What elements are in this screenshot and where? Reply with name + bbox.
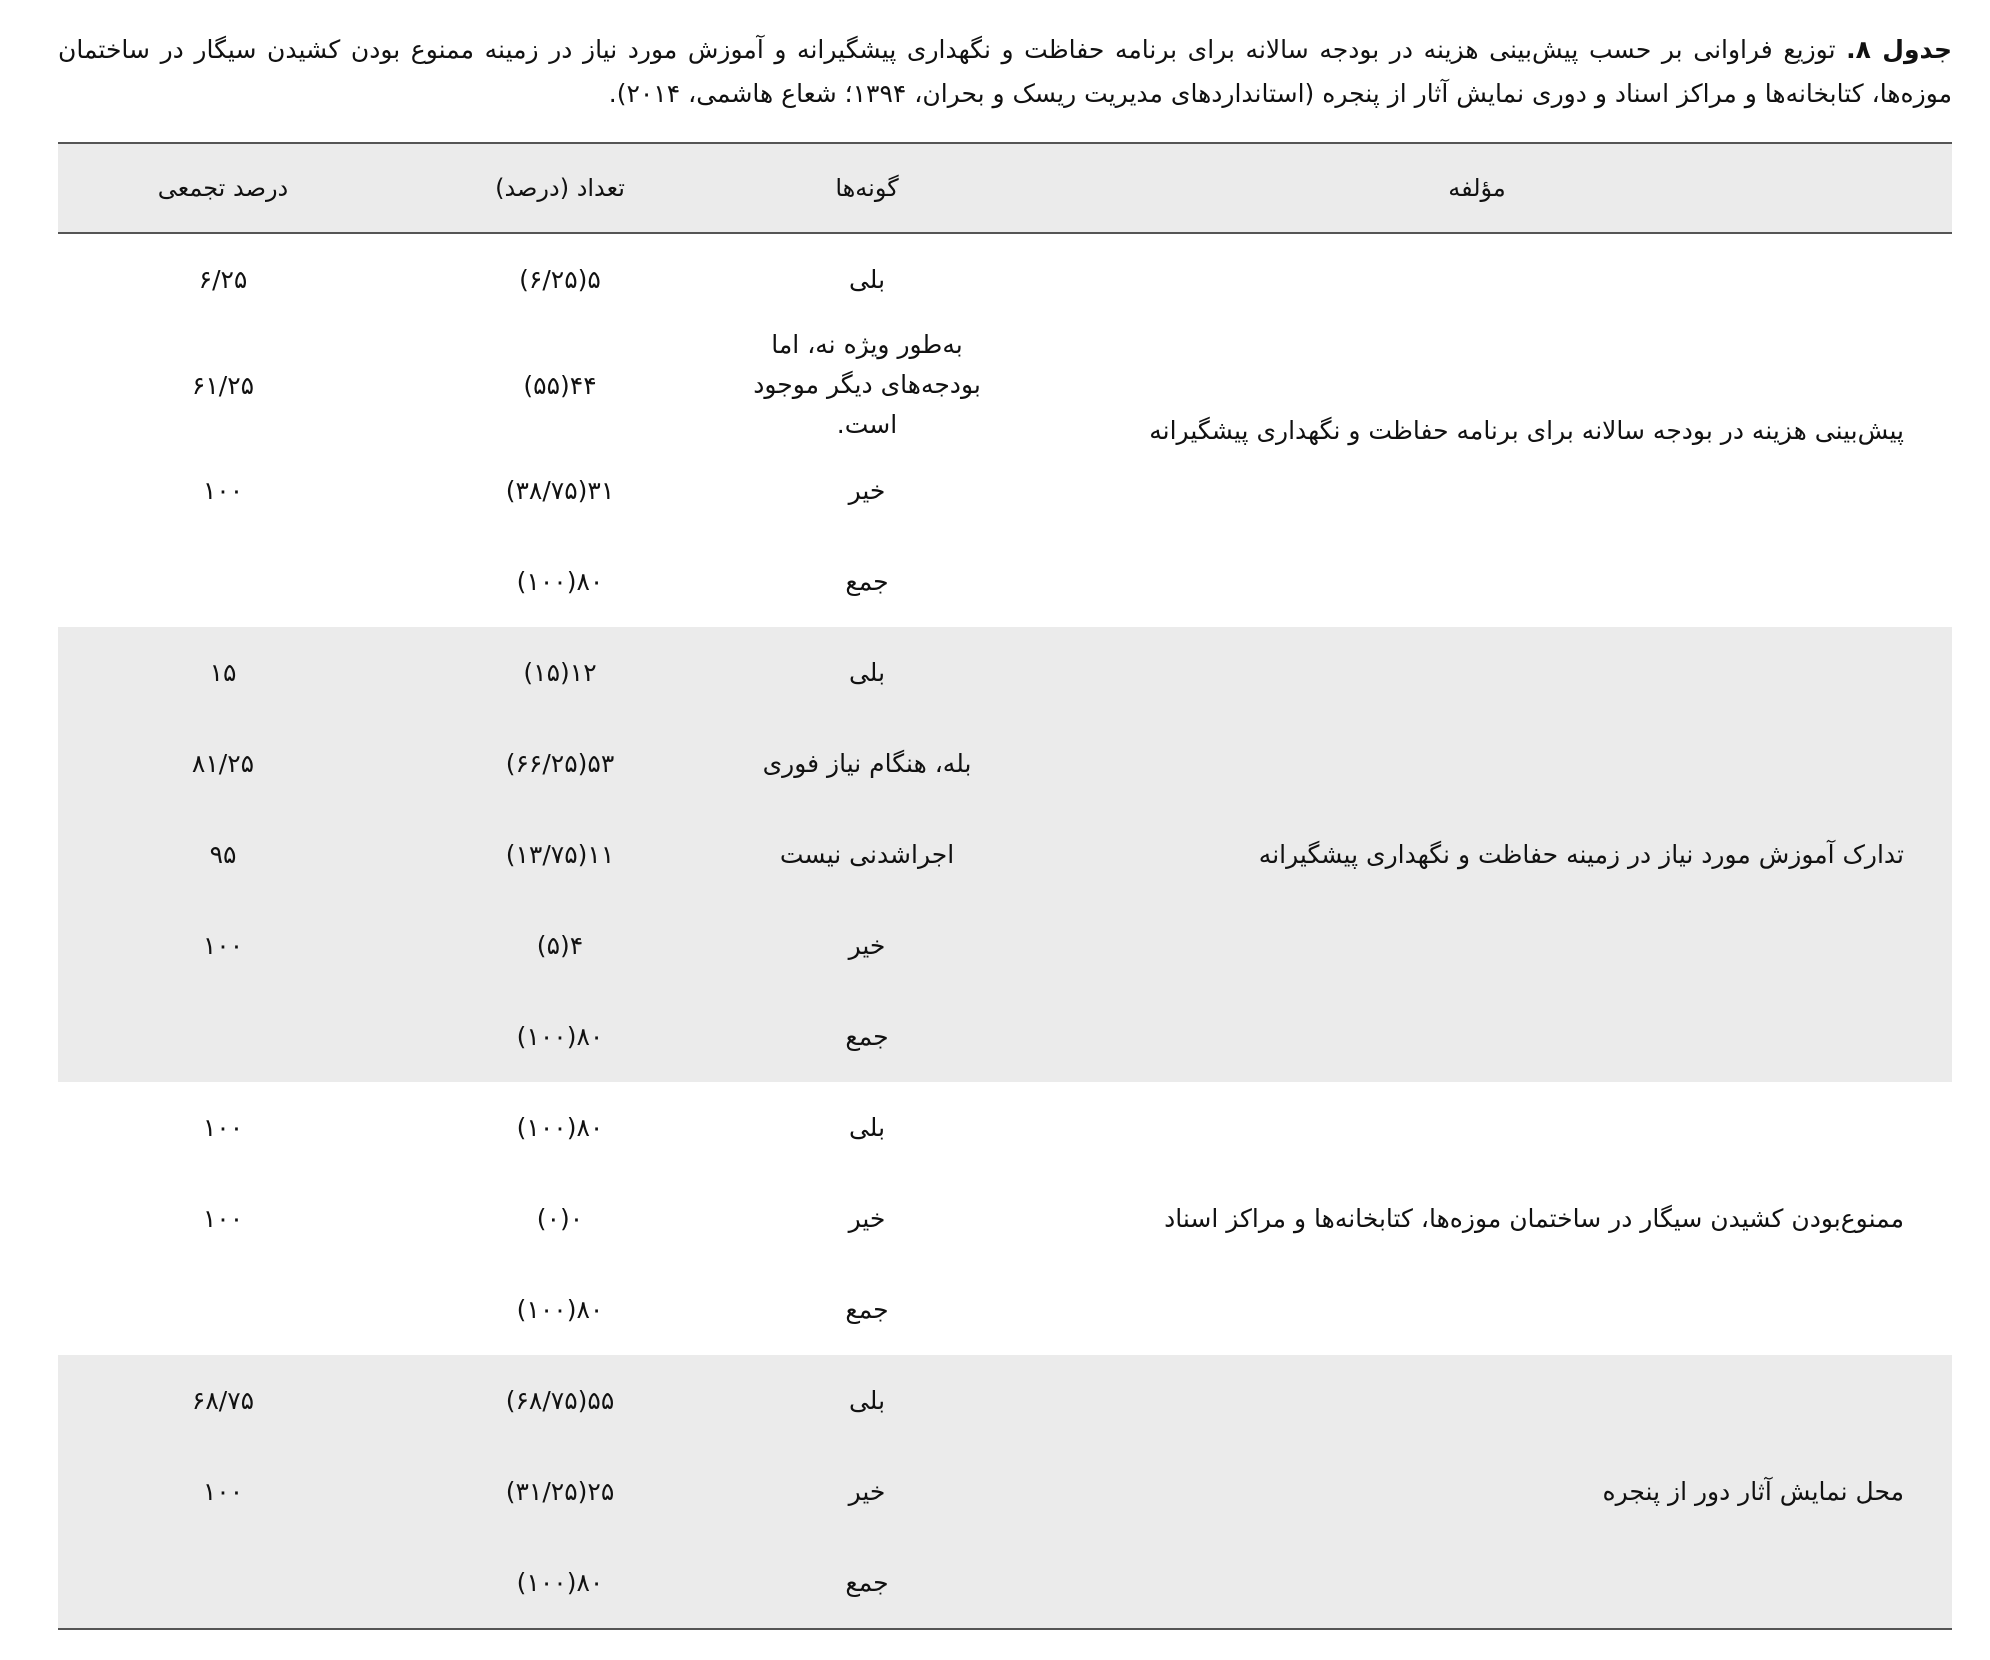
type-cell: بلی	[732, 1355, 1002, 1446]
factor-cell: پیش‌بینی هزینه در بودجه سالانه برای برنامه حفاظت و نگهداری پیشگیرانه	[1149, 415, 1904, 445]
type-cell: جمع	[845, 566, 889, 596]
type-cell: بلی	[848, 264, 886, 294]
cumulative-cell: ۶۱/۲۵	[191, 370, 255, 400]
type-cell: بلی	[732, 627, 1002, 718]
document	[58, 28, 1952, 1630]
type-cell: جمع	[845, 1294, 889, 1324]
table-row	[58, 1355, 1952, 1446]
header-type: گونه‌ها	[732, 143, 1002, 233]
count-cell: ۰(۰)	[536, 1204, 584, 1233]
type-cell: اجراشدنی نیست	[732, 809, 1002, 900]
cumulative-cell: ۶/۲۵	[198, 265, 248, 294]
group-smoking	[58, 1082, 1952, 1355]
cumulative-cell: ۱۰۰	[202, 476, 244, 505]
cumulative-cell: ۱۰۰	[202, 1113, 244, 1142]
count-cell: ۸۰(۱۰۰)	[388, 991, 732, 1082]
group-window	[58, 1355, 1952, 1628]
count-cell: ۲۵(۳۱/۲۵)	[388, 1446, 732, 1537]
cumulative-cell: ۶۸/۷۵	[58, 1355, 388, 1446]
table-caption	[58, 28, 1952, 116]
type-cell: خیر	[732, 1446, 1002, 1537]
type-cell: خیر	[732, 900, 1002, 991]
cumulative-cell	[58, 991, 388, 1082]
factor-cell: تدارک آموزش مورد نیاز در زمینه حفاظت و نگهداری پیشگیرانه	[1002, 627, 1952, 1082]
cumulative-cell: ۸۱/۲۵	[58, 718, 388, 809]
header-row	[58, 143, 1952, 233]
group-budget	[58, 233, 1952, 627]
type-cell: جمع	[732, 1537, 1002, 1628]
count-cell: ۵۳(۶۶/۲۵)	[388, 718, 732, 809]
type-cell: جمع	[732, 991, 1002, 1082]
frequency-table	[58, 142, 1952, 1628]
cumulative-cell: ۱۰۰	[202, 1204, 244, 1233]
cumulative-cell: ۱۰۰	[58, 1446, 388, 1537]
cumulative-cell	[58, 536, 388, 627]
caption-text: توزیع فراوانی بر حسب پیش‌بینی هزینه در بودجه سالانه برای برنامه حفاظت و نگهداری پیشگیرانه و آموزش مورد نیاز در زمینه ممنوع بودن کشیدن سیگار در ساختمان موزه‌ها، کتابخانه‌ها و مراکز اسناد و دوری نمایش آثار از پنجره (استانداردهای مدیریت ریسک و بحران، ۱۳۹۴؛ شعاع هاشمی، ۲۰۱۴).	[58, 35, 1952, 108]
factor-cell: ممنوع‌بودن کشیدن سیگار در ساختمان موزه‌ها، کتابخانه‌ها و مراکز اسناد	[1164, 1203, 1904, 1233]
type-cell: خیر	[848, 1203, 886, 1233]
count-cell: ۸۰(۱۰۰)	[516, 1295, 604, 1324]
type-cell: خیر	[848, 475, 886, 505]
count-cell: ۱۱(۱۳/۷۵)	[388, 809, 732, 900]
header-count: تعداد (درصد)	[388, 143, 732, 233]
factor-cell: محل نمایش آثار دور از پنجره	[1002, 1355, 1952, 1628]
table-row	[58, 1082, 1952, 1173]
header-cumulative: درصد تجمعی	[58, 143, 388, 233]
table-row	[58, 233, 1952, 325]
count-cell: ۵(۶/۲۵)	[519, 265, 601, 294]
count-cell: ۸۰(۱۰۰)	[388, 1537, 732, 1628]
cumulative-cell: ۹۵	[58, 809, 388, 900]
group-training	[58, 627, 1952, 1082]
count-cell: ۳۱(۳۸/۷۵)	[505, 476, 615, 505]
count-cell: ۸۰(۱۰۰)	[516, 1113, 604, 1142]
type-cell: بلی	[848, 1112, 886, 1142]
count-cell: ۵۵(۶۸/۷۵)	[388, 1355, 732, 1446]
count-cell: ۱۲(۱۵)	[388, 627, 732, 718]
count-cell: ۸۰(۱۰۰)	[516, 567, 604, 596]
header-factor: مؤلفه	[1002, 143, 1952, 233]
type-cell: بله، هنگام نیاز فوری	[732, 718, 1002, 809]
table-bottom-rule	[58, 1628, 1952, 1630]
cumulative-cell	[58, 1537, 388, 1628]
caption-label: جدول ۸.	[1846, 35, 1952, 64]
type-cell: به‌طور ویژه نه، اما بودجه‌های دیگر موجود است.	[753, 330, 981, 439]
cumulative-cell: ۱۵	[58, 627, 388, 718]
cumulative-cell	[58, 1264, 388, 1355]
table-row	[58, 627, 1952, 718]
cumulative-cell: ۱۰۰	[58, 900, 388, 991]
count-cell: ۴(۵)	[388, 900, 732, 991]
count-cell: ۴۴(۵۵)	[523, 370, 597, 400]
